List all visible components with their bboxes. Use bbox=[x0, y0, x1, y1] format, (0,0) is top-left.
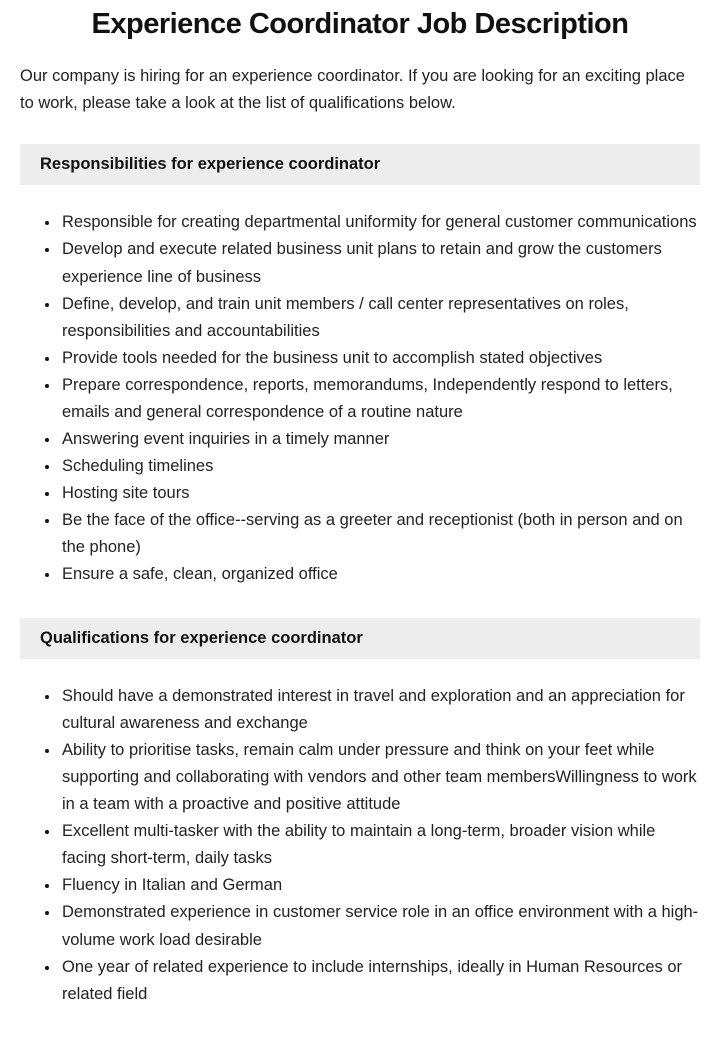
list-item: • Excellent multi-tasker with the ability to maintain a long-term, broader vision while facing short-term, daily tasks bbox=[60, 818, 700, 872]
qualifications-heading: Qualifications for experience coordinator bbox=[20, 618, 700, 659]
list-item: • Should have a demonstrated interest in travel and exploration and an appreciation for cultural awareness and exchange bbox=[60, 683, 700, 737]
responsibilities-heading: Responsibilities for experience coordinator bbox=[20, 144, 700, 185]
qualifications-list bbox=[20, 683, 700, 1008]
list-item: • Be the face of the office--serving as a greeter and receptionist (both in person and on the phone) bbox=[60, 507, 700, 561]
responsibilities-section bbox=[20, 144, 700, 588]
list-item: • Develop and execute related business unit plans to retain and grow the customers experience line of business bbox=[60, 236, 700, 290]
page-title: Experience Coordinator Job Description bbox=[91, 8, 629, 40]
list-item: • Answering event inquiries in a timely manner bbox=[60, 426, 700, 453]
list-item: • Scheduling timelines bbox=[60, 453, 700, 480]
list-item: • Prepare correspondence, reports, memorandums, Independently respond to letters, emails and general correspondence of a routine nature bbox=[60, 372, 700, 426]
list-item: • Define, develop, and train unit members / call center representatives on roles, responsibilities and accountabilities bbox=[60, 291, 700, 345]
list-item: • One year of related experience to include internships, ideally in Human Resources or related field bbox=[60, 954, 700, 1008]
list-item: • Ensure a safe, clean, organized office bbox=[60, 561, 700, 588]
qualifications-section bbox=[20, 618, 700, 1008]
list-item: • Provide tools needed for the business unit to accomplish stated objectives bbox=[60, 345, 700, 372]
intro-paragraph: Our company is hiring for an experience coordinator. If you are looking for an exciting place to work, please take a look at the list of qualifications below. bbox=[20, 67, 685, 113]
list-item: • Ability to prioritise tasks, remain calm under pressure and think on your feet while supporting and collaborating with vendors and other team membersWillingness to work in a team with a proactive and positive attitude bbox=[60, 737, 700, 818]
list-item: • Responsible for creating departmental uniformity for general customer communications bbox=[60, 209, 700, 236]
list-item: • Hosting site tours bbox=[60, 480, 700, 507]
list-item: • Demonstrated experience in customer service role in an office environment with a high-volume work load desirable bbox=[60, 899, 700, 953]
list-item: • Fluency in Italian and German bbox=[60, 872, 700, 899]
responsibilities-list bbox=[20, 209, 700, 588]
